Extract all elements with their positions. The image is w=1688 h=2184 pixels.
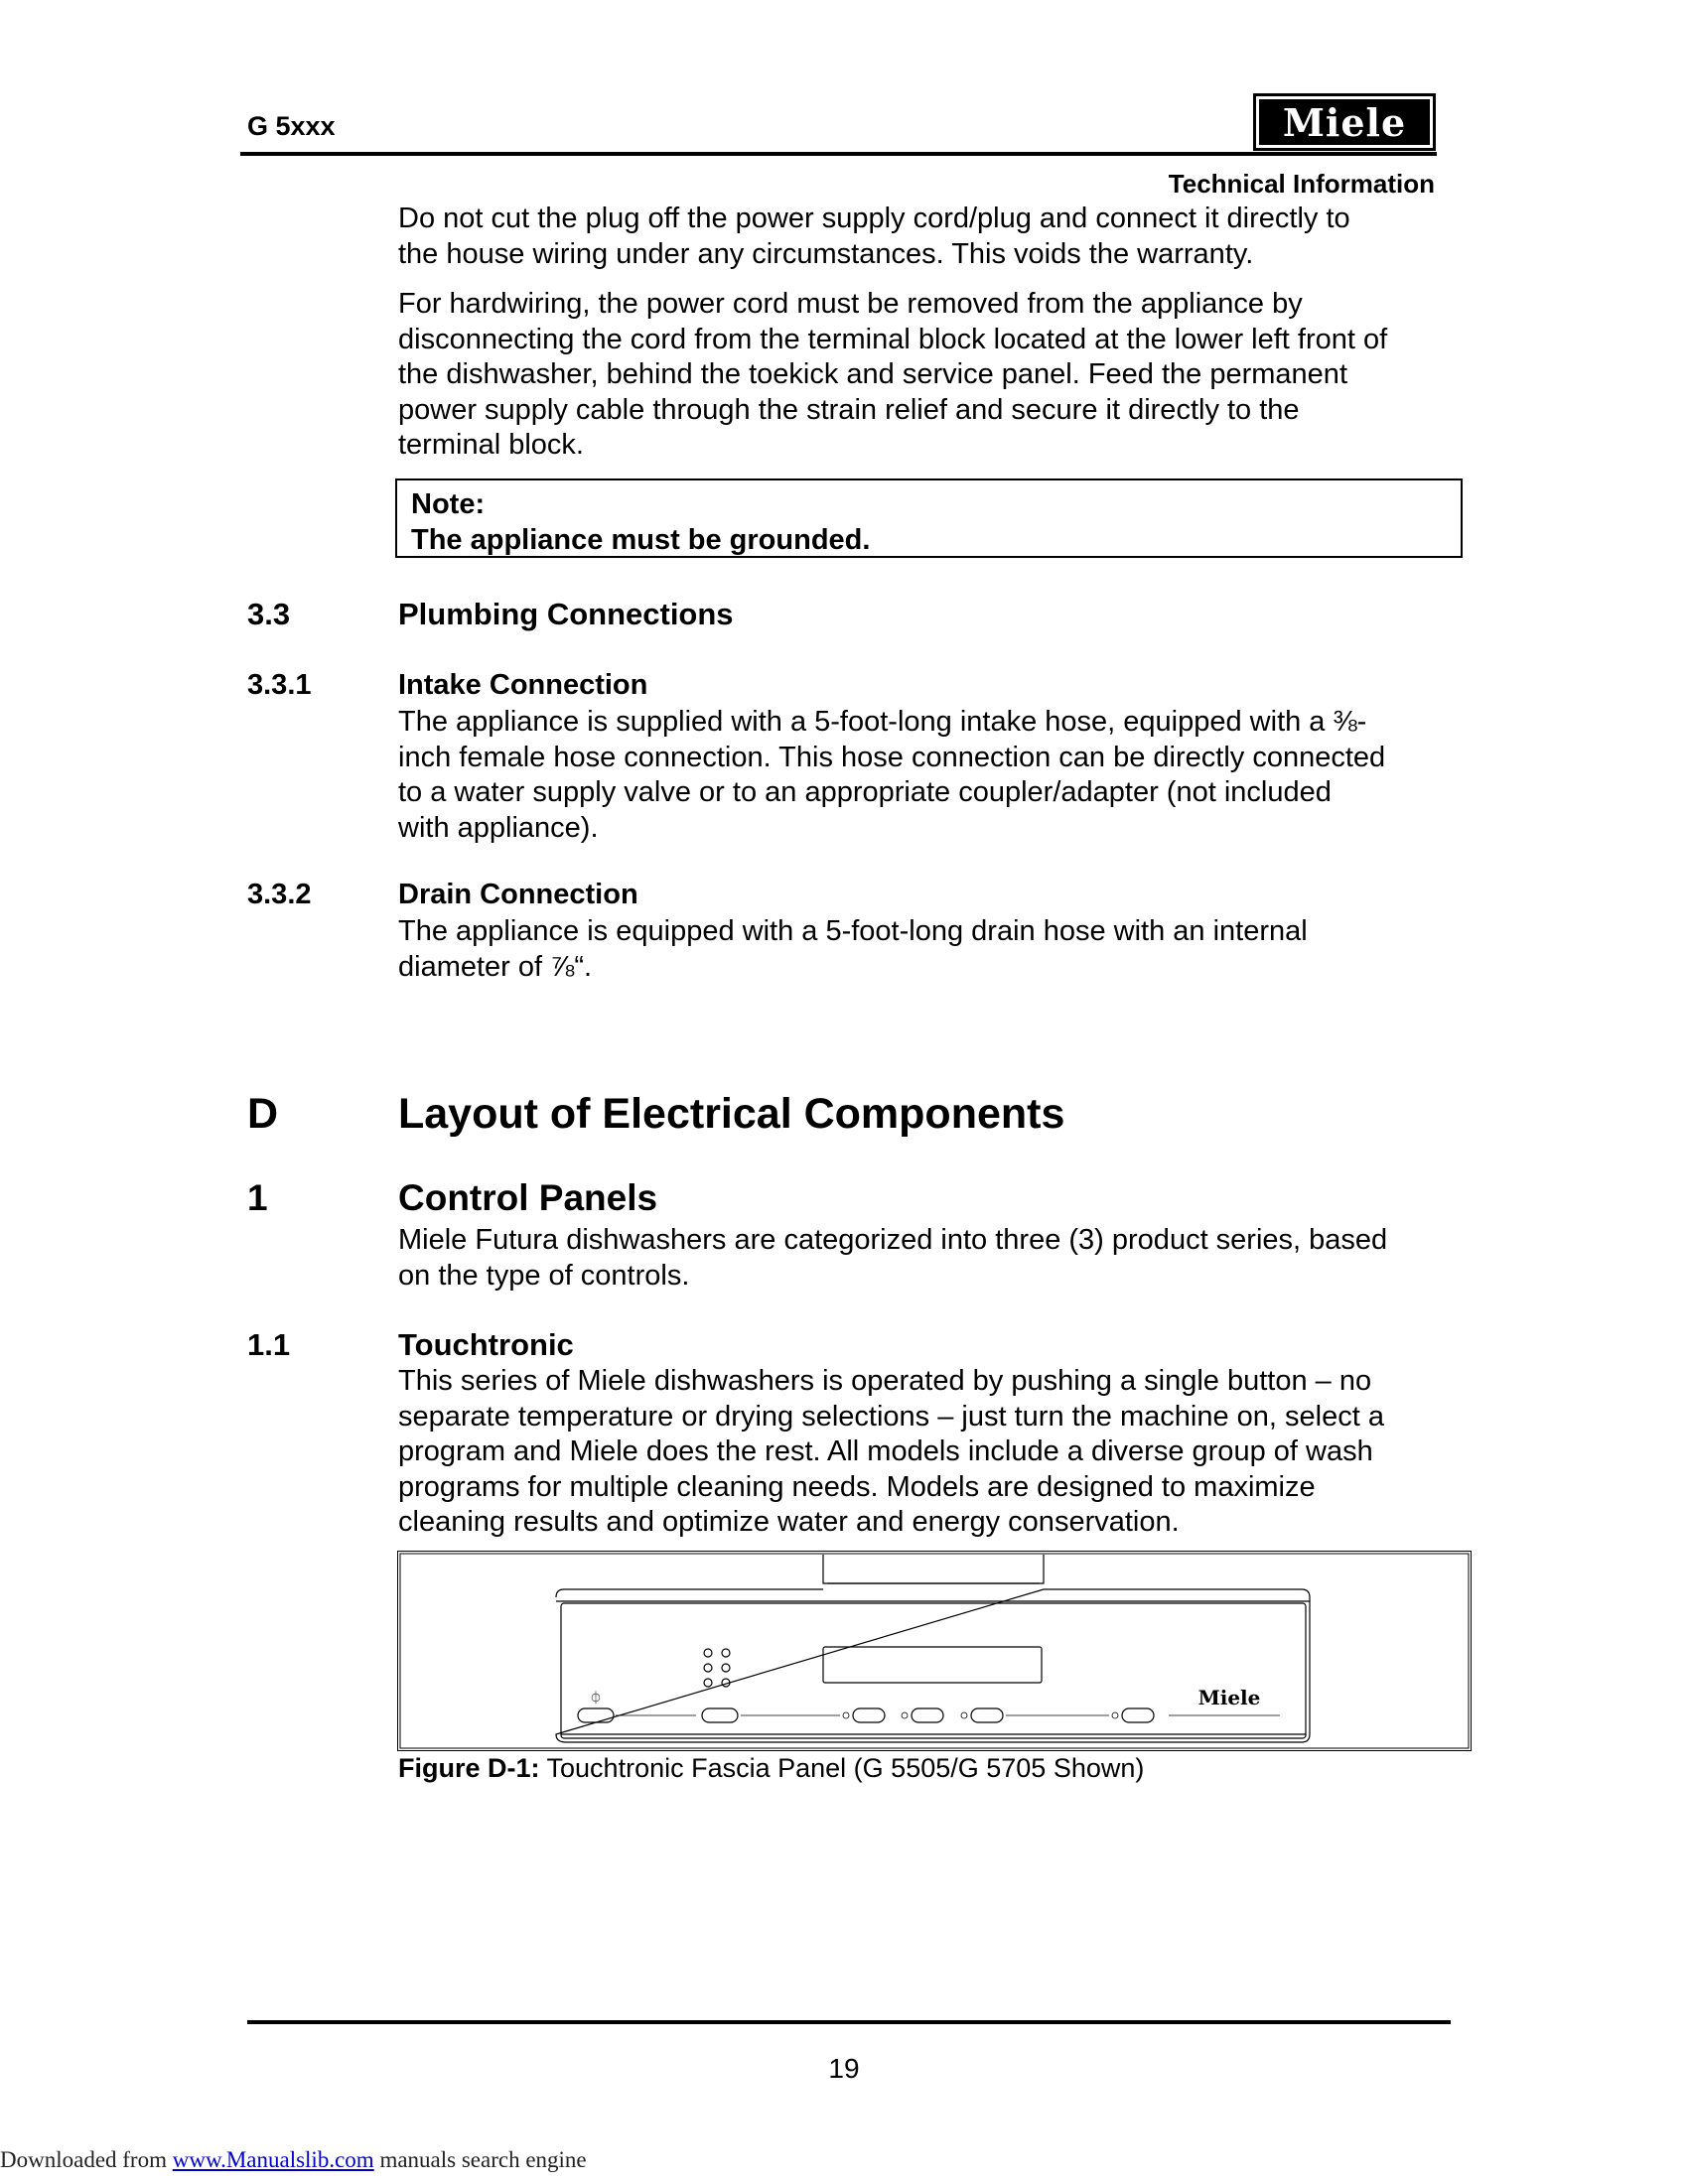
warranty-paragraph xyxy=(398,202,1451,272)
hardwiring-paragraph xyxy=(398,287,1451,464)
chapter-letter: D xyxy=(247,1090,279,1138)
text-line: programs for multiple cleaning needs. Models are designed to maximize xyxy=(398,1470,1316,1503)
panel-logo: Miele xyxy=(1197,1686,1261,1709)
note-label: Note: xyxy=(411,488,486,520)
text-line: with appliance). xyxy=(398,811,599,844)
manualslib-link[interactable]: www.Manualslib.com xyxy=(172,2147,374,2172)
subsection-number: 3.3.1 xyxy=(247,669,312,701)
logo-text: Miele xyxy=(1282,99,1407,145)
figure-caption xyxy=(398,1753,1144,1784)
note-text: The appliance must be grounded. xyxy=(411,524,871,556)
text-line: separate temperature or drying selections – just turn the machine on, select a xyxy=(398,1400,1384,1433)
subsection-heading: Touchtronic xyxy=(398,1327,574,1362)
text-line: on the type of controls. xyxy=(398,1259,690,1292)
control-panels-paragraph xyxy=(398,1223,1451,1294)
text-line: terminal block. xyxy=(398,429,584,461)
text-line: diameter of ⅞“. xyxy=(398,950,593,983)
note-box xyxy=(395,478,1463,558)
text-line: power supply cable through the strain relief and secure it directly to the xyxy=(398,393,1300,426)
document-model: G 5xxx xyxy=(247,111,336,141)
figure-fascia-panel xyxy=(397,1551,1472,1751)
text-line: inch female hose connection. This hose connection can be directly connected xyxy=(398,741,1386,773)
drain-paragraph xyxy=(398,914,1451,985)
subsection-heading: Drain Connection xyxy=(398,879,638,910)
text-line: program and Miele does the rest. All models include a diverse group of wash xyxy=(398,1435,1373,1467)
text-line: disconnecting the cord from the terminal block located at the lower left front of xyxy=(398,323,1388,355)
section-heading: Control Panels xyxy=(398,1177,658,1218)
text-line: Miele Futura dishwashers are categorized into three (3) product series, based xyxy=(398,1224,1388,1256)
figure-caption-text: Touchtronic Fascia Panel (G 5505/G 5705 Shown) xyxy=(539,1753,1145,1783)
text-line: For hardwiring, the power cord must be removed from the appliance by xyxy=(398,288,1303,320)
section-heading: Plumbing Connections xyxy=(398,597,734,631)
footer-rule xyxy=(247,2020,1451,2024)
section-number: 1 xyxy=(247,1177,268,1218)
download-credit xyxy=(0,2147,587,2173)
text-line: Do not cut the plug off the power supply cord/plug and connect it directly to xyxy=(398,203,1350,234)
text-line: the dishwasher, behind the toekick and service panel. Feed the permanent xyxy=(398,358,1347,390)
chapter-heading: Layout of Electrical Components xyxy=(398,1090,1065,1138)
section-title: Technical Information xyxy=(1168,169,1435,199)
header-rule xyxy=(240,152,1437,156)
text-line: This series of Miele dishwashers is operated by pushing a single button – no xyxy=(398,1365,1372,1397)
touchtronic-paragraph xyxy=(398,1364,1451,1541)
subsection-number: 3.3.2 xyxy=(247,879,312,910)
text-line: The appliance is equipped with a 5-foot-long drain hose with an internal xyxy=(398,915,1308,947)
text-line: cleaning results and optimize water and energy conservation. xyxy=(398,1506,1180,1538)
intake-paragraph xyxy=(398,705,1451,846)
download-suffix: manuals search engine xyxy=(373,2147,587,2172)
power-icon: ⏀ xyxy=(589,1692,603,1706)
page-number: 19 xyxy=(828,2053,860,2084)
text-line: The appliance is supplied with a 5-foot-long intake hose, equipped with a ⅜- xyxy=(398,706,1367,738)
section-number: 3.3 xyxy=(247,597,291,631)
download-prefix: Downloaded from xyxy=(0,2147,173,2172)
subsection-number: 1.1 xyxy=(247,1327,291,1362)
text-line: to a water supply valve or to an appropriate coupler/adapter (not included xyxy=(398,776,1332,808)
miele-logo xyxy=(1253,93,1436,151)
figure-label: Figure D-1: xyxy=(398,1753,540,1783)
text-line: the house wiring under any circumstances. This voids the warranty. xyxy=(398,237,1254,270)
subsection-heading: Intake Connection xyxy=(398,669,648,701)
fascia-panel-drawing xyxy=(398,1552,1471,1750)
